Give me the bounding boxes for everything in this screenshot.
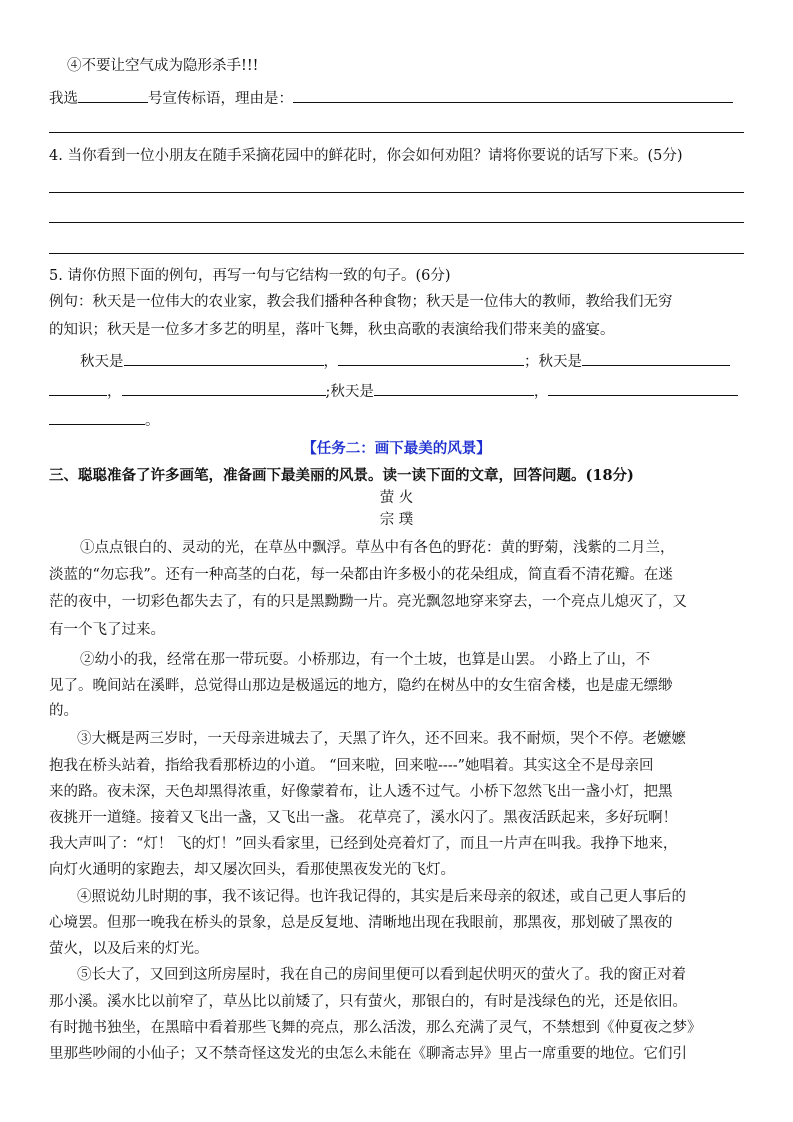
p1-line-3: 茫的夜中，一切彩色都失去了，有的只是黑黝黝一片。亮光飘忽地穿来穿去，一个亮点儿熄灭了，又 (49, 594, 687, 610)
p1-line-4: 有一个飞了过来。 (49, 622, 165, 638)
p2-line-1: ②幼小的我，经常在那一带玩耍。小桥那边，有一个土坡，也算是山罢。 小路上了山，不 (80, 652, 651, 668)
example-line-1: 例句：秋天是一位伟大的农业家，教会我们播种各种食物；秋天是一位伟大的教师，教给我们无穷 (49, 294, 673, 310)
blank-8[interactable] (49, 410, 145, 425)
p2-line-3: 的。 (49, 703, 78, 719)
p3-line-1: ③大概是两三岁时，一天母亲进城去了，天黑了许久，还不回来。我不耐烦，哭个不停。老嬷嬷 (77, 731, 686, 747)
p3-line-3: 来的路。夜未深，天色却黑得浓重，好像蒙着布，让人透不过气。小桥下忽然飞出一盏小灯，把黑 (49, 784, 673, 800)
p4-line-1: ④照说幼儿时期的事，我不该记得。也许我记得的，其实是后来母亲的叙述，或自己更人事后的 (77, 889, 686, 905)
p1-line-2: 淡蓝的“勿忘我”。还有一种高茎的白花，每一朵都由许多极小的花朵组成，简直看不清花瓣。在迷 (49, 567, 673, 583)
imitation-line-1: 秋天是 ， ；秋天是 (80, 351, 730, 372)
blank-5[interactable] (122, 381, 326, 396)
task-2-title: 【任务二：画下最美的风景】 (302, 440, 491, 457)
example-line-2: 的知识；秋天是一位多才多艺的明星，落叶飞舞，秋虫高歌的表演给我们带来美的盛宴。 (49, 322, 615, 338)
p5-line-1: ⑤长大了，又回到这所房屋时，我在自己的房间里便可以看到起伏明灭的萤火了。我的窗正对着 (77, 967, 686, 983)
reason-blank[interactable] (293, 88, 733, 103)
p3-line-6: 向灯火通明的家跑去，却又屡次回头，看那使黑夜发光的飞灯。 (49, 862, 455, 878)
choice-number-blank[interactable] (78, 88, 148, 103)
p5-line-3: 有时抛书独坐，在黑暗中看着那些飞舞的亮点，那么活泼，那么充满了灵气，不禁想到《仲夏夜之梦》 (49, 1020, 702, 1036)
p3-line-2: 抱我在桥头站着，指给我看那桥边的小道。 “回来啦，回来啦----”她唱着。其实这全不是母亲回 (49, 758, 654, 774)
choice-mid: 号宣传标语，理由是： (148, 91, 293, 107)
p5-line-4: 里那些吵闹的小仙子；又不禁奇怪这发光的虫怎么未能在《聊斋志异》里占一席重要的地位。它们引 (49, 1046, 687, 1062)
answer-line-q4-1[interactable] (49, 192, 744, 193)
question-5: 5. 请你仿照下面的例句，再写一句与它结构一致的句子。(6分) (49, 268, 451, 284)
question-4: 4. 当你看到一位小朋友在随手采摘花园中的鲜花时，你会如何劝阻？请将你要说的话写下来。(5分) (49, 148, 683, 164)
blank-6[interactable] (374, 381, 534, 396)
imitation-line-2: ， ;秋天是 ， (49, 381, 738, 402)
p4-line-3: 萤火，以及后来的灯光。 (49, 941, 209, 957)
answer-line-q4-2[interactable] (49, 222, 744, 223)
blank-7[interactable] (548, 381, 738, 396)
blank-4[interactable] (49, 381, 107, 396)
blank-3[interactable] (582, 351, 730, 366)
article-title: 萤 火 (379, 490, 414, 506)
choice-prefix: 我选 (49, 91, 78, 107)
blank-1[interactable] (124, 351, 324, 366)
article-author: 宗 璞 (379, 512, 414, 528)
p5-line-2: 那小溪。溪水比以前窄了，草丛比以前矮了，只有萤火，那银白的，有时是浅绿色的光，还是依旧。 (49, 994, 687, 1010)
p2-line-2: 见了。晚间站在溪畔，总觉得山那边是极遥远的地方，隐约在树丛中的女生宿舍楼，也是虚无缥缈 (49, 678, 673, 694)
p4-line-2: 心境罢。但那一晚我在桥头的景象，总是反复地、清晰地出现在我眼前，那黑夜，那划破了黑夜的 (49, 915, 673, 931)
choice-line (49, 88, 733, 109)
p1-line-1: ①点点银白的、灵动的光，在草丛中飘浮。草丛中有各色的野花：黄的野菊，浅紫的二月兰， (80, 540, 675, 556)
blank-2[interactable] (338, 351, 524, 366)
answer-line-q4-3[interactable] (49, 253, 744, 254)
section-3-heading: 三、聪聪准备了许多画笔，准备画下最美丽的风景。读一读下面的文章，回答问题。(18分) (49, 467, 634, 484)
p3-line-5: 我大声叫了：“灯！ 飞的灯！”回头看家里，已经到处亮着灯了，而且一片声在叫我。我挣下地来， (49, 836, 678, 852)
slogan-option-4: ④不要让空气成为隐形杀手!!! (67, 58, 259, 74)
imitation-line-3: 。 (49, 410, 160, 431)
p3-line-4: 夜挑开一道缝。接着又飞出一盏，又飞出一盏。 花草亮了，溪水闪了。黑夜活跃起来，多好玩啊！ (49, 810, 678, 826)
reason-answer-line[interactable] (49, 132, 744, 133)
